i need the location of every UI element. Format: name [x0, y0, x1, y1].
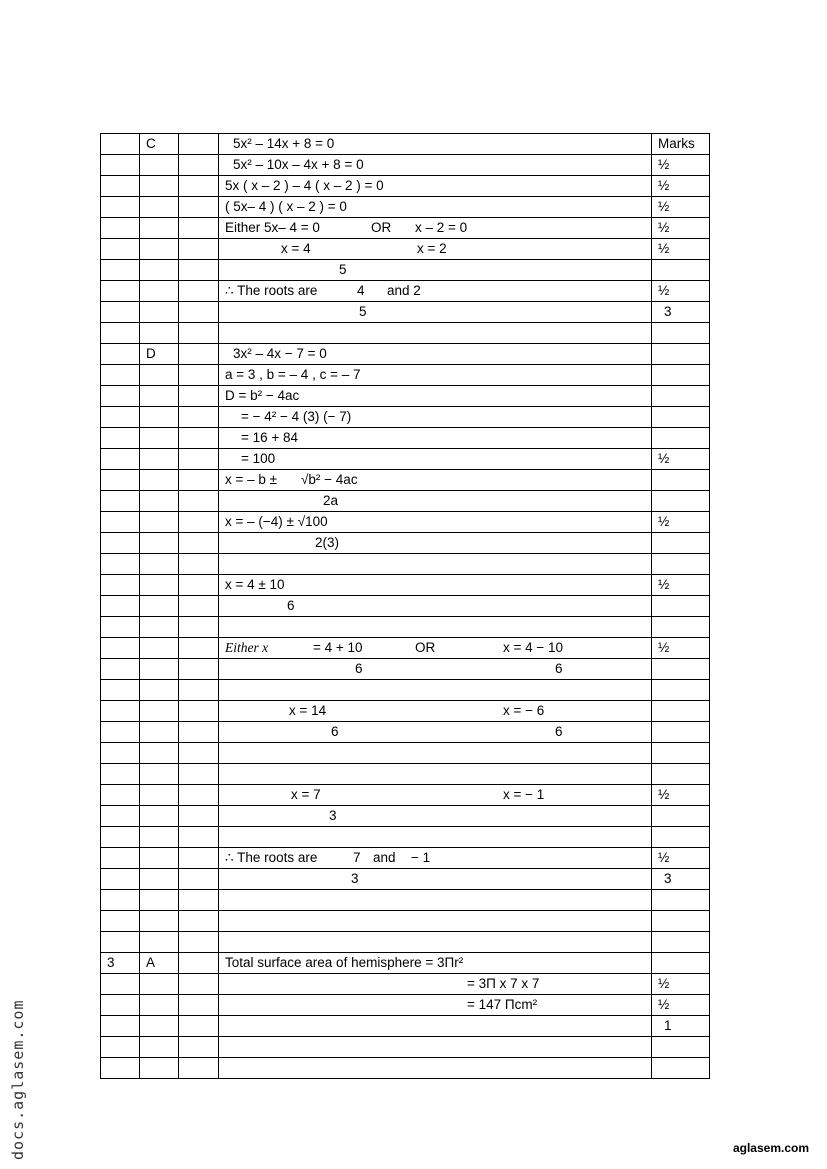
denominator: 3: [351, 871, 359, 886]
table-row: [101, 701, 710, 722]
marks-header: Marks: [652, 134, 710, 155]
table-row: [101, 470, 710, 491]
equation: = 3Π x 7 x 7: [467, 976, 540, 991]
mark: ½: [652, 176, 710, 197]
table-row: [101, 680, 710, 701]
table-row: [101, 533, 710, 554]
equation: 5x² – 14x + 8 = 0: [233, 136, 335, 151]
mark: ½: [652, 155, 710, 176]
mark: ½: [652, 218, 710, 239]
table-row: [101, 995, 710, 1016]
table-row: [101, 596, 710, 617]
mark: ½: [652, 512, 710, 533]
conclusion-text: ∴ The roots are: [225, 283, 318, 298]
root-value: − 1: [411, 850, 431, 865]
table-row: [101, 239, 710, 260]
equation: x = − 6: [503, 703, 545, 718]
mark: ½: [652, 785, 710, 806]
or-label: OR: [415, 640, 436, 655]
denominator: 6: [555, 661, 563, 676]
part-label: A: [140, 953, 179, 974]
table-row: [101, 1037, 710, 1058]
table-row: [101, 848, 710, 869]
table-row: [101, 155, 710, 176]
denominator: 6: [355, 661, 363, 676]
table-row: [101, 134, 710, 155]
equation: = 100: [241, 451, 276, 466]
marking-scheme-sheet: [100, 133, 709, 1079]
equation: √b² − 4ac: [301, 472, 358, 487]
conclusion-text: ∴ The roots are: [225, 850, 318, 865]
watermark: docs.aglasem.com: [9, 999, 27, 1160]
total-marks: 1: [652, 1016, 710, 1037]
table-row: [101, 932, 710, 953]
denominator: 6: [287, 598, 295, 613]
table-row: [101, 806, 710, 827]
equation: a = 3 , b = – 4 , c = – 7: [219, 365, 652, 386]
equation: 3x² – 4x − 7 = 0: [233, 346, 327, 361]
denominator: 6: [331, 724, 339, 739]
table-row: [101, 1016, 710, 1037]
equation: x = 4: [281, 241, 311, 256]
denominator: 2(3): [315, 535, 340, 550]
table-row: [101, 323, 710, 344]
conclusion-text: and: [373, 850, 396, 865]
equation: Total surface area of hemisphere = 3Πr²: [219, 953, 652, 974]
numerator: 4: [357, 283, 365, 298]
table-row: [101, 491, 710, 512]
table-row: [101, 302, 710, 323]
numerator: 7: [353, 850, 361, 865]
denominator: 5: [359, 304, 367, 319]
table-row: [101, 974, 710, 995]
equation: x = 14: [289, 703, 327, 718]
table-row: [101, 218, 710, 239]
equation: D = b² − 4ac: [219, 386, 652, 407]
denominator: 6: [555, 724, 563, 739]
table-row: [101, 575, 710, 596]
part-label: D: [140, 344, 179, 365]
total-marks: 3: [652, 302, 710, 323]
table-row: [101, 197, 710, 218]
table-row: [101, 785, 710, 806]
equation: = − 4² − 4 (3) (− 7): [241, 409, 352, 424]
equation: x = – b ±: [225, 472, 278, 487]
conclusion-text: and 2: [387, 283, 421, 298]
equation: 5x² – 10x – 4x + 8 = 0: [233, 157, 364, 172]
table-row: [101, 260, 710, 281]
total-marks: 3: [652, 869, 710, 890]
equation: ( 5x– 4 ) ( x – 2 ) = 0: [219, 197, 652, 218]
equation: Either x: [225, 640, 269, 655]
table-row: [101, 344, 710, 365]
denominator: 2a: [323, 493, 339, 508]
mark: ½: [652, 449, 710, 470]
footer-brand[interactable]: aglasem.com: [732, 1141, 809, 1155]
part-label: C: [140, 134, 179, 155]
table-row: [101, 953, 710, 974]
equation: x = 2: [417, 241, 447, 256]
equation: x = 7: [291, 787, 321, 802]
mark: ½: [652, 848, 710, 869]
equation: x – 2 = 0: [415, 220, 468, 235]
table-row: [101, 722, 710, 743]
table-row: [101, 554, 710, 575]
equation: = 16 + 84: [241, 430, 299, 445]
mark: ½: [652, 974, 710, 995]
equation: = 147 Πcm²: [467, 997, 538, 1012]
mark: ½: [652, 239, 710, 260]
table-row: [101, 638, 710, 659]
equation: x = − 1: [503, 787, 545, 802]
table-row: [101, 764, 710, 785]
question-number: 3: [101, 953, 140, 974]
equation: x = 4 − 10: [503, 640, 564, 655]
table-row: [101, 449, 710, 470]
table-row: [101, 1058, 710, 1079]
or-label: OR: [371, 220, 392, 235]
numerator: = 4 + 10: [313, 640, 363, 655]
table-row: [101, 407, 710, 428]
table-row: [101, 512, 710, 533]
equation: x = – (−4) ± √100: [225, 514, 328, 529]
table-row: [101, 428, 710, 449]
table-row: [101, 176, 710, 197]
equation: 5x ( x – 2 ) – 4 ( x – 2 ) = 0: [219, 176, 652, 197]
equation: x = 4 ± 10: [225, 577, 285, 592]
table-row: [101, 659, 710, 680]
denominator: 3: [329, 808, 337, 823]
table-row: [101, 281, 710, 302]
table-row: [101, 386, 710, 407]
equation: Either 5x– 4 = 0: [225, 220, 320, 235]
mark: ½: [652, 197, 710, 218]
table-row: [101, 365, 710, 386]
denominator: 5: [339, 262, 347, 277]
table-row: [101, 890, 710, 911]
marking-scheme-table: [100, 133, 710, 1079]
table-row: [101, 869, 710, 890]
table-row: [101, 743, 710, 764]
table-row: [101, 827, 710, 848]
mark: ½: [652, 575, 710, 596]
mark: ½: [652, 281, 710, 302]
table-row: [101, 617, 710, 638]
table-row: [101, 911, 710, 932]
mark: ½: [652, 638, 710, 659]
mark: ½: [652, 995, 710, 1016]
